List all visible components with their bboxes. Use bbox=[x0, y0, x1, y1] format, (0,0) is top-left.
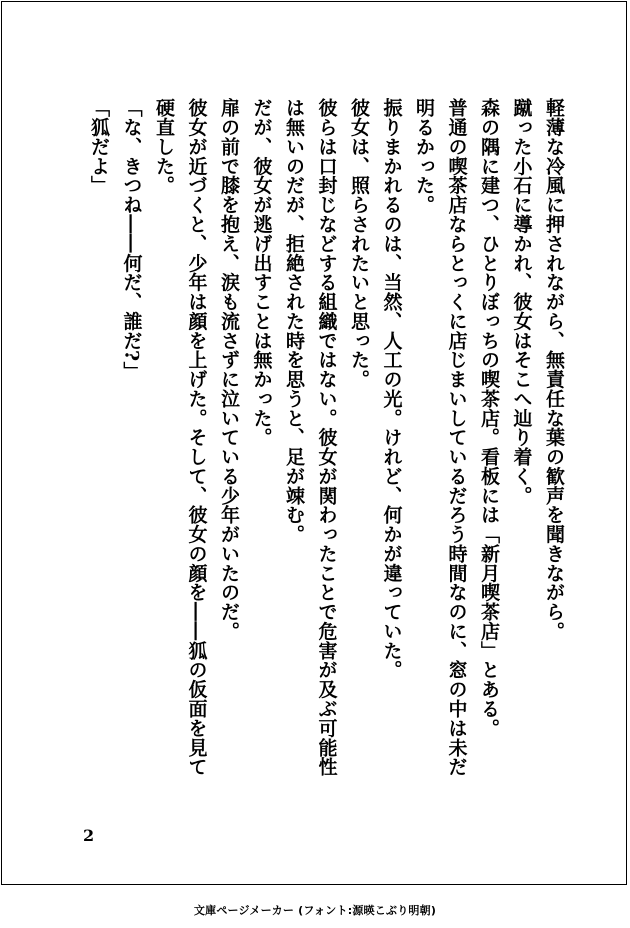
text-line: 普通の喫茶店ならとっくに店じまいしているだろう時間なのに、窓の中は未だ bbox=[445, 98, 468, 777]
footer-caption: 文庫ページメーカー (フォント:源暎こぶり明朝) bbox=[193, 904, 437, 917]
text-line: 森の隅に建つ、ひとりぼっちの喫茶店。看板には「新月喫茶店」とある。 bbox=[478, 98, 500, 738]
text-line: 軽薄な冷風に押されながら、無責任な葉の歓声を聞きながら。 bbox=[543, 98, 565, 641]
page-frame bbox=[1, 1, 627, 885]
text-line: 振りまかれるのは、当然、人工の光。けれど、何かが違っていた。 bbox=[380, 98, 403, 680]
text-line: だが、彼女が逃げ出すことは無かった。 bbox=[250, 98, 273, 447]
text-line: 彼女が近づくと、少年は顔を上げた。そして、彼女の顔を――狐の仮面を見て bbox=[185, 98, 208, 777]
text-line: 「な、きつね――何だ、誰だ?」 bbox=[120, 98, 143, 381]
text-line: 彼女は、照らされたいと思った。 bbox=[348, 98, 370, 389]
text-line: 硬直した。 bbox=[153, 98, 175, 195]
body-text bbox=[83, 98, 571, 798]
text-line: 彼らは口封じなどする組織ではない。彼女が関わったことで危害が及ぶ可能性 bbox=[315, 98, 338, 777]
text-line: 明るかった。 bbox=[413, 98, 435, 215]
text-line: 扉の前で膝を抱え、涙も流さずに泣いている少年がいたのだ。 bbox=[218, 98, 240, 641]
text-line: 「狐だよ」 bbox=[88, 98, 110, 195]
page-number: 2 bbox=[83, 826, 95, 845]
text-line: 蹴った小石に導かれ、彼女はそこへ辿り着く。 bbox=[510, 98, 533, 505]
text-line: は無いのだが、拒絶された時を思うと、足が竦む。 bbox=[283, 98, 305, 544]
